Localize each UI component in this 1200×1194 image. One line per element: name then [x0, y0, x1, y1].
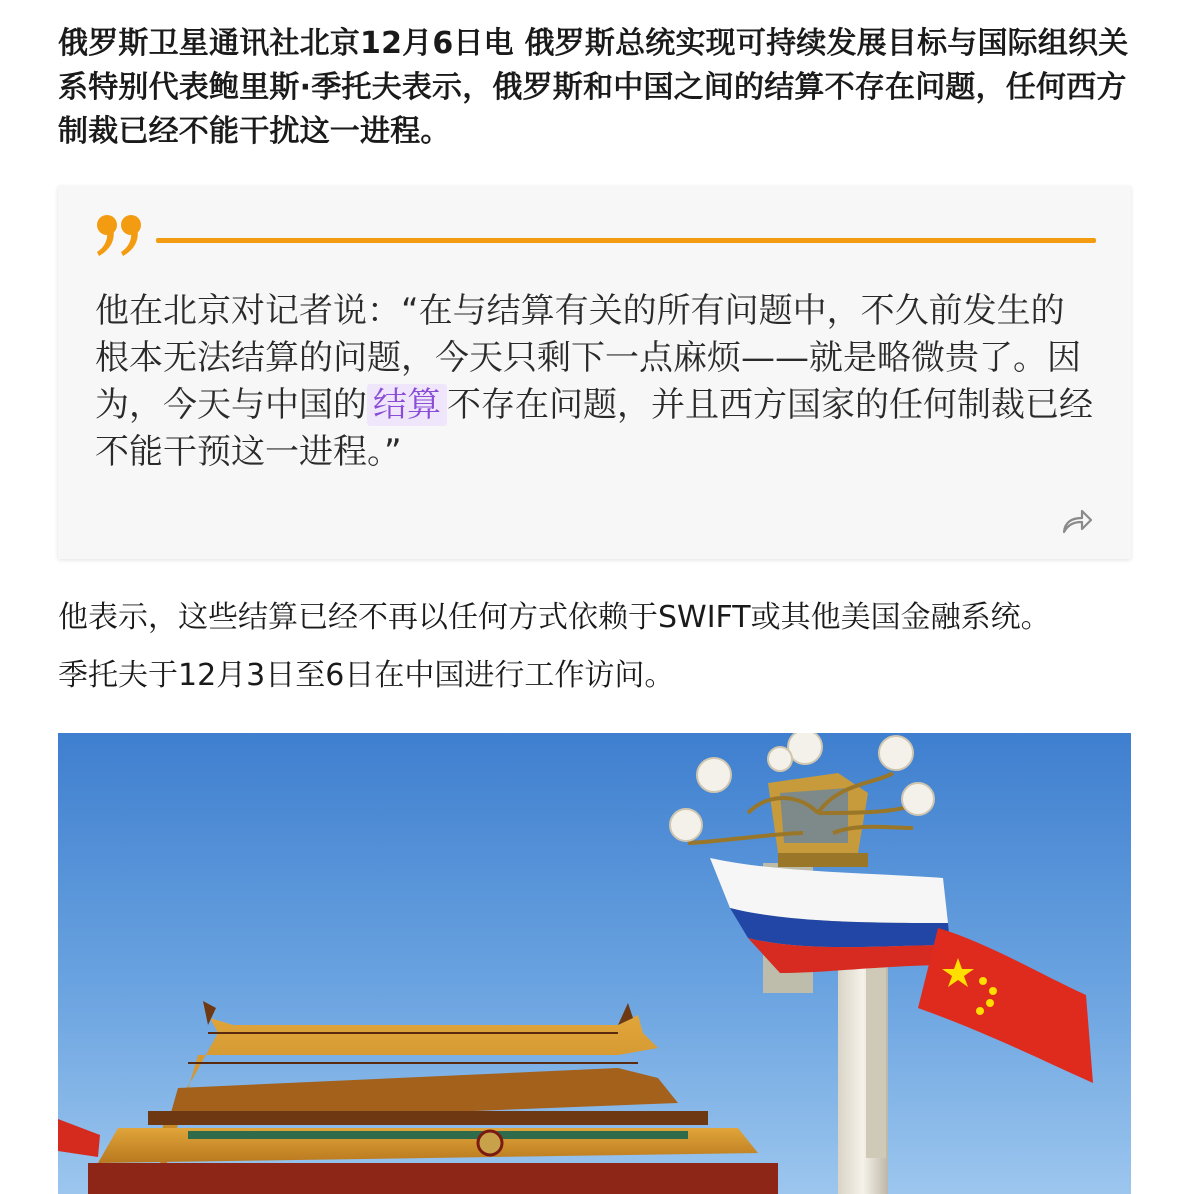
- quote-text-part1: 他在北京对记者说：“在与结算有关的所有问题中，不久前发生的根本无法结算的问题，今天只剩下一点麻烦——就是略微贵了。因为，今天与中国的: [95, 291, 1081, 425]
- quote-text: [95, 288, 1095, 476]
- quote-mark-icon: [96, 212, 144, 262]
- highlighted-term-link[interactable]: 结算: [367, 384, 447, 426]
- quote-card: [58, 186, 1131, 559]
- tiananmen-flags-image: [58, 733, 1131, 1194]
- quote-accent-line: [156, 238, 1096, 243]
- quote-text-part2: 不存在问题，并且西方国家的任何制裁已经不能干预这一进程。”: [95, 385, 1093, 472]
- article-photo: [58, 733, 1131, 1194]
- article-lead: 俄罗斯卫星通讯社北京12月6日电 俄罗斯总统实现可持续发展目标与国际组织关系特别代表鲍里斯·季托夫表示，俄罗斯和中国之间的结算不存在问题，任何西方制裁已经不能干扰这一进程。: [58, 26, 1129, 149]
- article-paragraph: 季托夫于12月3日至6日在中国进行工作访问。: [58, 658, 675, 693]
- share-icon[interactable]: [1060, 507, 1094, 535]
- article-paragraph: 他表示，这些结算已经不再以任何方式依赖于SWIFT或其他美国金融系统。: [58, 600, 1051, 635]
